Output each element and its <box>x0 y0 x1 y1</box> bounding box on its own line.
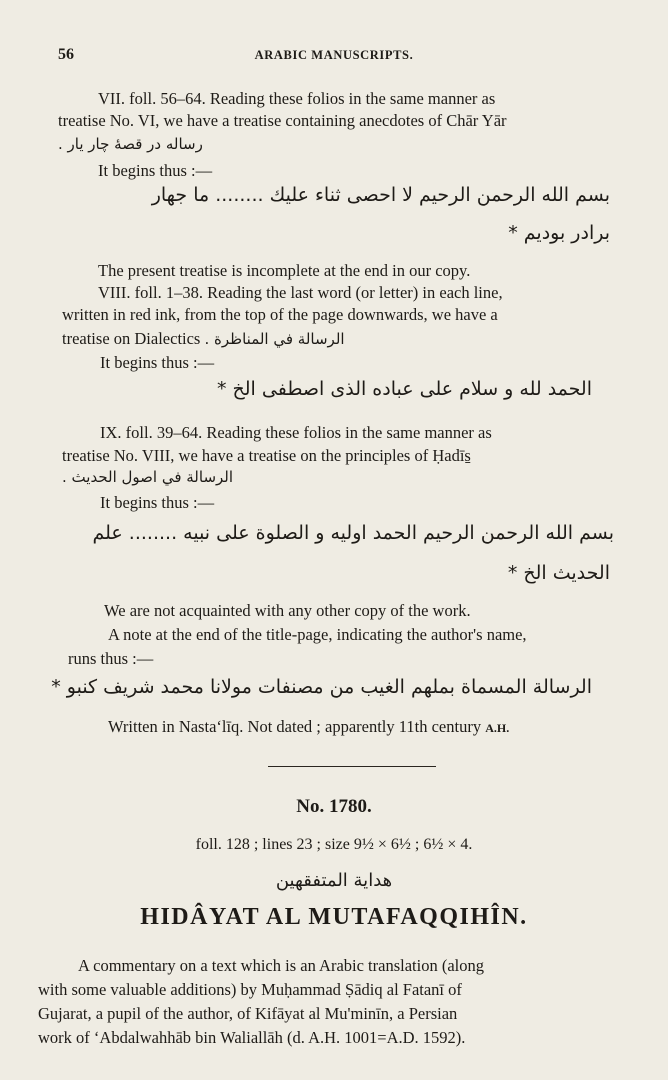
entry-desc-line-4: work of ʻAbdalwahhāb bin Waliallāh (d. A.H. 1001=A.D. 1592). <box>38 1028 466 1047</box>
viii-line-3 <box>62 328 345 350</box>
viii-arabic-begin: الحمد لله و سلام علی عباده الذی اصطفی الخ * <box>216 378 592 400</box>
viii-arabic-title: الرسالة في المناظرة . <box>204 330 345 348</box>
ix-arabic-note: الرسالة المسماة بملهم الغيب من مصنفات مولانا محمد شريف كنبو * <box>51 676 592 698</box>
ix-arabic-begin-2: الحديث الخ * <box>507 562 610 584</box>
ix-arabic-title: الرسالة في اصول الحديث . <box>62 468 234 486</box>
ix-note-line-1: A note at the end of the title-page, indicating the author's name, <box>108 625 527 644</box>
viii-begins: It begins thus :— <box>100 353 215 372</box>
ix-written-text: Written in Nastaʻlīq. Not dated ; apparently 11th century <box>108 717 482 736</box>
entry-description <box>38 954 644 1050</box>
viii-line-3-text: treatise on Dialectics <box>62 329 201 348</box>
ix-line-1: IX. foll. 39–64. Reading these folios in the same manner as <box>100 423 492 442</box>
vii-arabic-begin-2: برادر بودیم * <box>508 222 610 244</box>
viii-line-1: VIII. foll. 1–38. Reading the last word (or letter) in each line, <box>98 283 503 302</box>
vii-begins: It begins thus :— <box>98 161 213 180</box>
running-head: ARABIC MANUSCRIPTS. <box>254 48 414 62</box>
vii-line-2: treatise No. VI, we have a treatise containing anecdotes of Chār Yār <box>58 111 507 130</box>
vii-arabic-title: رساله در قصهٔ چار یار . <box>58 135 203 153</box>
section-divider <box>268 766 436 767</box>
ix-begins: It begins thus :— <box>100 493 215 512</box>
ix-line-2: treatise No. VIII, we have a treatise on the principles of Ḥadīs̱ <box>62 446 471 465</box>
entry-number: No. 1780. <box>296 796 372 817</box>
vii-line-1: VII. foll. 56–64. Reading these folios in the same manner as <box>98 89 496 108</box>
ix-arabic-begin-1: بسم الله الرحمن الرحیم الحمد اولیه و الصلوة علی نبیه ........ علم <box>92 522 614 544</box>
entry-size-line: foll. 128 ; lines 23 ; size 9½ × 6½ ; 6½ × 4. <box>195 836 473 853</box>
entry-title: HIDÂYAT AL MUTAFAQQIHÎN. <box>140 904 528 930</box>
ix-ah: A.H. <box>485 721 510 735</box>
ix-not-acquainted: We are not acquainted with any other copy of the work. <box>104 601 471 620</box>
entry-desc-line-3: Gujarat, a pupil of the author, of Kifāyat al Mu'minīn, a Persian <box>38 1004 458 1023</box>
vii-incomplete: The present treatise is incomplete at the end in our copy. <box>98 261 471 280</box>
viii-line-2: written in red ink, from the top of the page downwards, we have a <box>62 305 498 324</box>
ix-note-line-2: runs thus :— <box>68 649 154 668</box>
entry-desc-line-1: A commentary on a text which is an Arabic translation (along <box>78 956 484 975</box>
entry-desc-line-2: with some valuable additions) by Muḥammad Ṣādiq al Fatanī of <box>38 980 462 999</box>
page-number: 56 <box>58 46 74 63</box>
entry-arabic-title: هداية المتفقهين <box>275 870 393 891</box>
ix-written <box>108 716 509 739</box>
vii-arabic-begin-1: بسم الله الرحمن الرحیم لا احصی ثناء علیك ........ ما جهار <box>151 184 610 206</box>
